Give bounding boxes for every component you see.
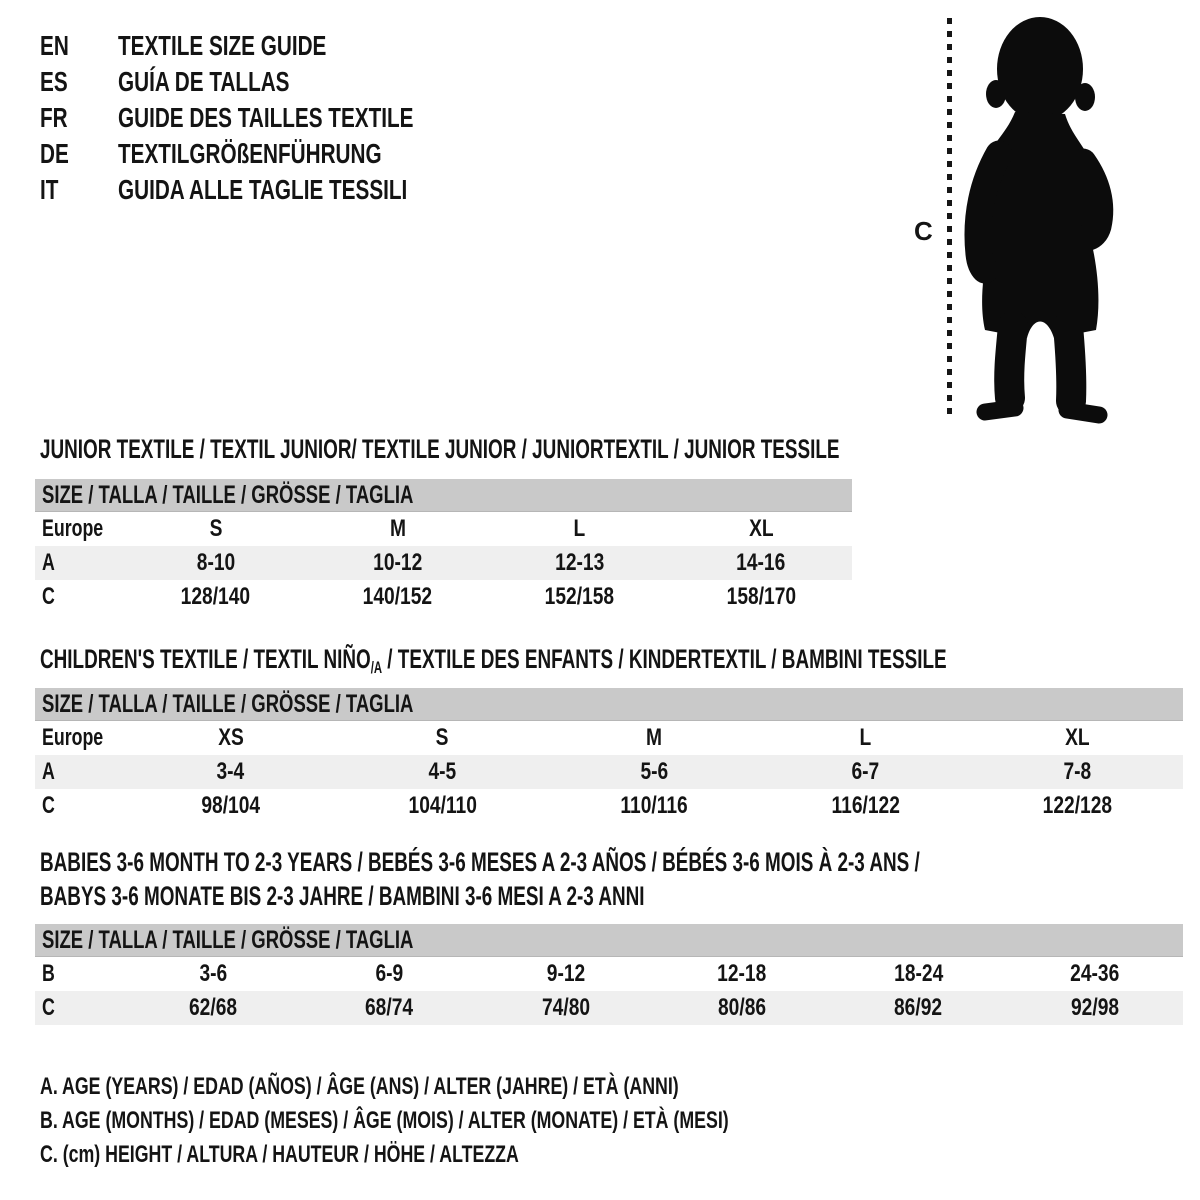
- toddler-silhouette-icon: [955, 14, 1145, 424]
- value-cell: 18-24: [893, 960, 944, 987]
- value-cell: 80/86: [718, 994, 767, 1021]
- size-header-bar: [35, 924, 1183, 957]
- value-cell: 68/74: [365, 994, 414, 1021]
- legend-line-b: B. AGE (MONTHS) / EDAD (MESES) / ÂGE (MOIS) / ALTER (MONATE) / ETÀ (MESI): [40, 1107, 729, 1134]
- value-cell: 5-6: [640, 758, 668, 785]
- value-cell: 12-18: [717, 960, 767, 987]
- value-cell: 92/98: [1070, 994, 1119, 1021]
- size-cell: L: [859, 724, 872, 751]
- children-size-row: [35, 721, 1183, 755]
- legend-line-c: C. (cm) HEIGHT / ALTURA / HAUTEUR / HÖHE / ALTEZZA: [40, 1141, 519, 1168]
- value-cell: 6-7: [851, 758, 880, 785]
- row-label: Europe: [42, 515, 104, 542]
- value-cell: 3-4: [216, 758, 245, 785]
- value-cell: 9-12: [546, 960, 586, 987]
- children-height-row: [35, 789, 1183, 823]
- page-title-es: GUÍA DE TALLAS: [118, 66, 290, 97]
- size-cell: S: [209, 515, 223, 542]
- page-title-en: TEXTILE SIZE GUIDE: [118, 30, 327, 61]
- language-code: IT: [40, 174, 59, 205]
- size-header-label: SIZE / TALLA / TAILLE / GRÖSSE / TAGLIA: [42, 480, 414, 509]
- size-header-bar: [35, 479, 852, 512]
- legend-line-a: A. AGE (YEARS) / EDAD (AÑOS) / ÂGE (ANS) / ALTER (JAHRE) / ETÀ (ANNI): [40, 1073, 679, 1100]
- value-cell: 3-6: [199, 960, 228, 987]
- size-header-bar: [35, 688, 1183, 721]
- babies-title-line1: BABIES 3-6 MONTH TO 2-3 YEARS / BEBÉS 3-6 MESES A 2-3 AÑOS / BÉBÉS 3-6 MOIS À 2-3 ANS /: [40, 847, 920, 877]
- value-cell: 10-12: [373, 549, 423, 576]
- language-code: DE: [40, 138, 69, 169]
- value-cell: 6-9: [375, 960, 404, 987]
- row-label: B: [42, 960, 55, 987]
- size-cell: L: [573, 515, 586, 542]
- size-header-label: SIZE / TALLA / TAILLE / GRÖSSE / TAGLIA: [42, 925, 414, 954]
- size-cell: M: [645, 724, 662, 751]
- language-row-it: [40, 172, 517, 208]
- height-measure-figure: [900, 10, 1160, 430]
- row-label: Europe: [42, 724, 104, 751]
- value-cell: 24-36: [1070, 960, 1120, 987]
- junior-size-row: [35, 512, 852, 546]
- value-cell: 158/170: [726, 583, 796, 610]
- language-title-list: [40, 28, 517, 208]
- measurement-legend: [40, 1070, 971, 1172]
- value-cell: 152/158: [544, 583, 615, 610]
- junior-height-row: [35, 580, 852, 614]
- language-row-es: [40, 64, 517, 100]
- row-label: C: [42, 994, 55, 1021]
- size-cell: M: [389, 515, 406, 542]
- value-cell: 14-16: [736, 549, 786, 576]
- value-cell: 128/140: [181, 583, 251, 610]
- children-size-table: [35, 688, 1183, 823]
- value-cell: 110/116: [620, 792, 688, 819]
- size-cell: S: [435, 724, 449, 751]
- page-title-it: GUIDA ALLE TAGLIE TESSILI: [118, 174, 408, 205]
- language-code: FR: [40, 102, 68, 133]
- value-cell: 104/110: [408, 792, 477, 819]
- page-title-fr: GUIDE DES TAILLES TEXTILE: [118, 102, 414, 133]
- junior-size-table: [35, 479, 852, 614]
- row-label: A: [42, 549, 55, 576]
- language-row-en: [40, 28, 517, 64]
- children-section-title: CHILDREN'S TEXTILE / TEXTIL $NIÑO_{/A}$ / TEXTILE DES ENFANTS / KINDERTEXTIL / BAMBINI TESSILE: [40, 644, 947, 677]
- row-label: C: [42, 792, 55, 819]
- value-cell: 122/128: [1042, 792, 1112, 819]
- language-row-de: [40, 136, 517, 172]
- language-code: EN: [40, 30, 69, 61]
- babies-section-title: [40, 845, 1200, 913]
- height-measure-label: C: [914, 216, 933, 246]
- page-title-de: TEXTILGRÖßENFÜHRUNG: [118, 138, 382, 169]
- value-cell: 62/68: [189, 994, 238, 1021]
- value-cell: 98/104: [201, 792, 261, 819]
- babies-title-line2: BABYS 3-6 MONATE BIS 2-3 JAHRE / BAMBINI 3-6 MESI A 2-3 ANNI: [40, 881, 645, 911]
- row-label: A: [42, 758, 55, 785]
- value-cell: 74/80: [541, 994, 590, 1021]
- junior-age-row: [35, 546, 852, 580]
- size-cell: XL: [748, 515, 774, 542]
- value-cell: 7-8: [1063, 758, 1092, 785]
- value-cell: 116/122: [831, 792, 900, 819]
- value-cell: 8-10: [196, 549, 236, 576]
- children-age-row: [35, 755, 1183, 789]
- language-row-fr: [40, 100, 517, 136]
- row-label: C: [42, 583, 55, 610]
- size-cell: XS: [217, 724, 244, 751]
- language-code: ES: [40, 66, 68, 97]
- size-cell: XL: [1064, 724, 1090, 751]
- height-measure-dashed-line: [947, 18, 952, 420]
- nino-a-subscript: /A: [370, 658, 383, 677]
- babies-size-table: [35, 924, 1183, 1025]
- value-cell: 12-13: [554, 549, 604, 576]
- value-cell: 86/92: [894, 994, 943, 1021]
- size-header-label: SIZE / TALLA / TAILLE / GRÖSSE / TAGLIA: [42, 689, 414, 718]
- value-cell: 4-5: [428, 758, 457, 785]
- junior-section-title: JUNIOR TEXTILE / TEXTIL JUNIOR/ TEXTILE JUNIOR / JUNIORTEXTIL / JUNIOR TESSILE: [40, 434, 840, 464]
- babies-months-row: [35, 957, 1183, 991]
- value-cell: 140/152: [362, 583, 433, 610]
- babies-height-row: [35, 991, 1183, 1025]
